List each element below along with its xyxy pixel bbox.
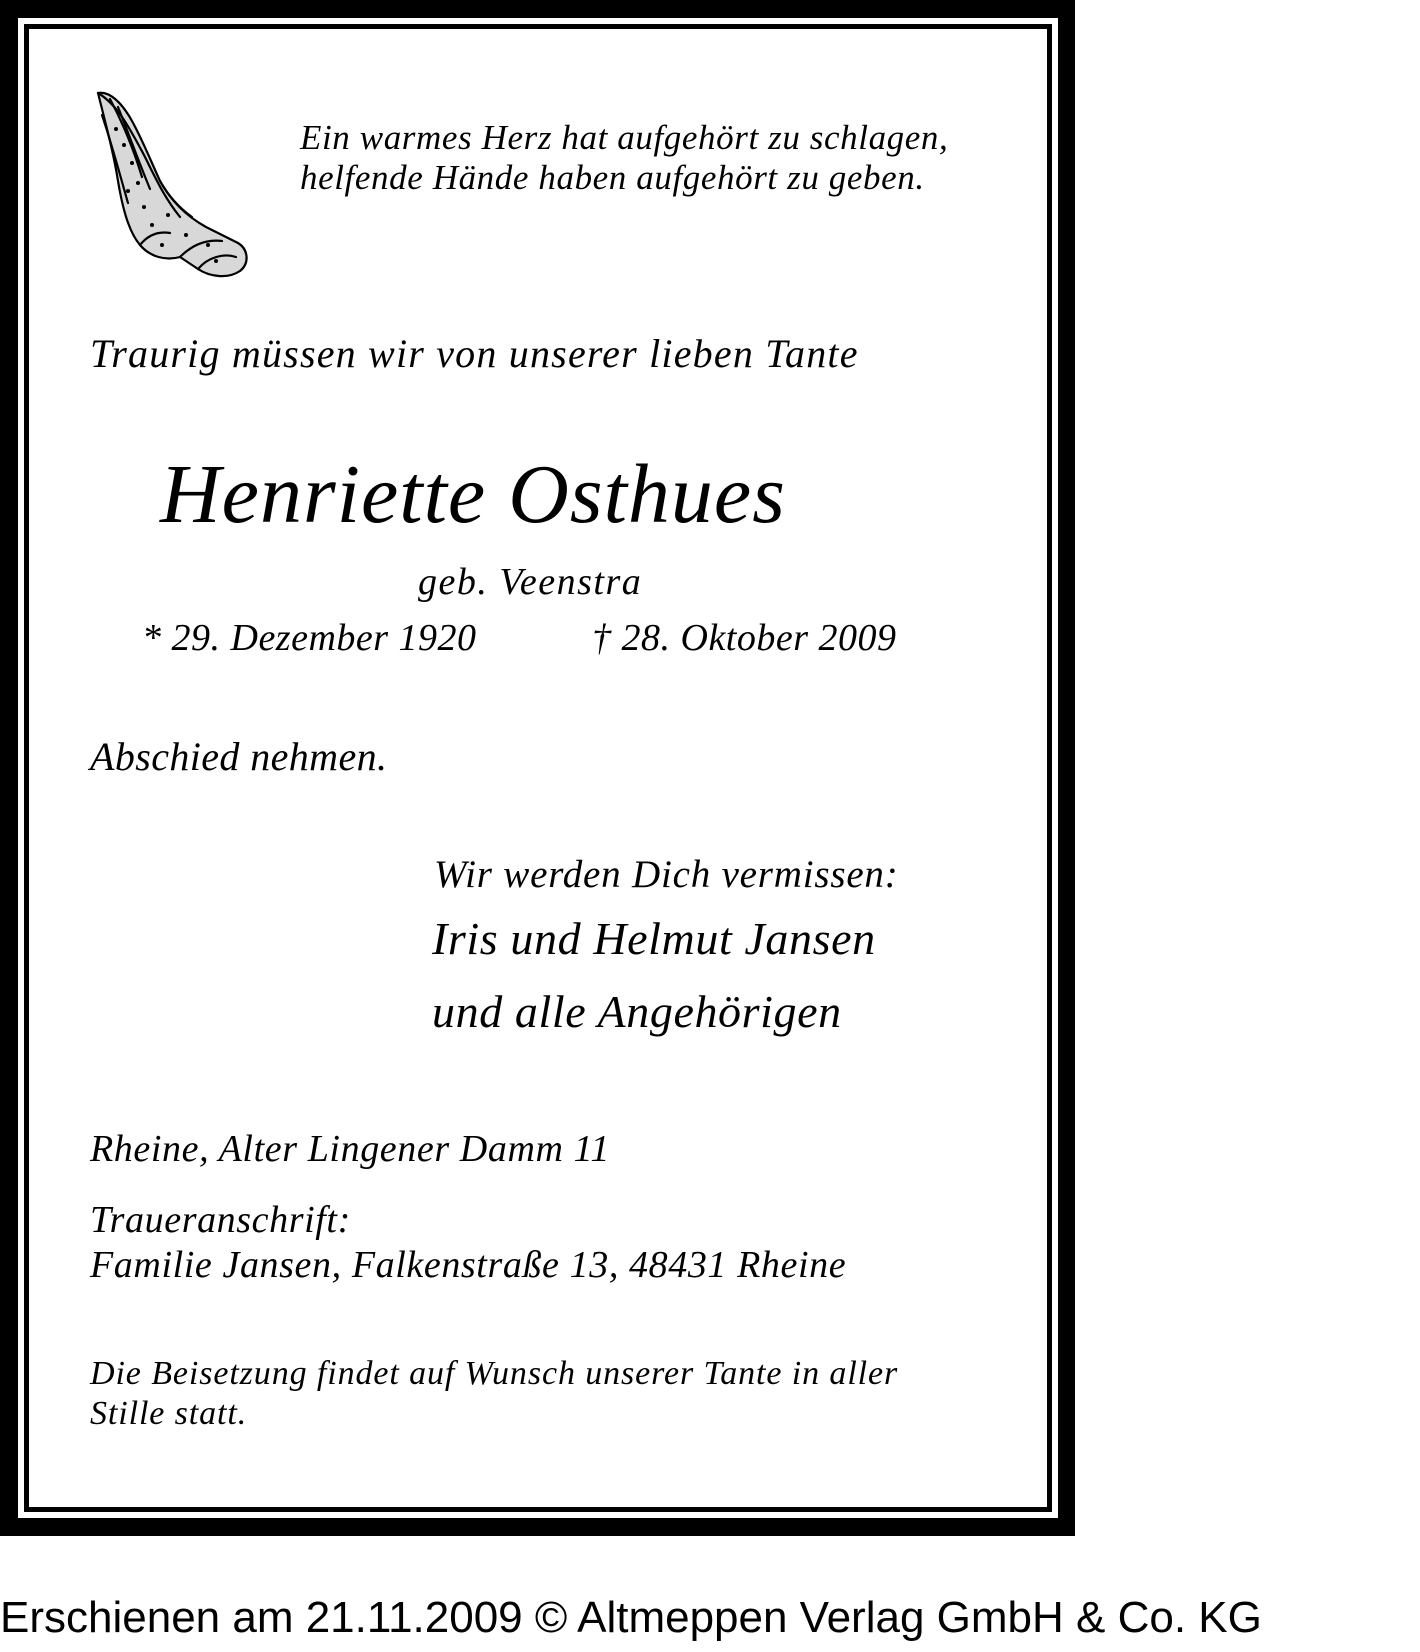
publication-footer: Erschienen am 21.11.2009 © Altmeppen Verlag GmbH & Co. KG — [0, 1593, 1262, 1642]
birth-name: geb. Veenstra — [418, 561, 643, 603]
burial-note-line-1: Die Beisetzung findet auf Wunsch unserer Tante in aller — [90, 1355, 899, 1392]
mourners-line-2: und alle Angehörigen — [432, 986, 842, 1037]
mourning-address-label: Traueranschrift: — [90, 1199, 351, 1241]
deceased-name: Henriette Osthues — [160, 448, 786, 541]
mourners-line-1: Iris und Helmut Jansen — [432, 913, 876, 964]
intro-text: Traurig müssen wir von unserer lieben Tante — [90, 331, 859, 376]
verse-line-1: Ein warmes Herz hat aufgehört zu schlagen, — [300, 118, 949, 157]
farewell-text: Abschied nehmen. — [90, 734, 388, 779]
burial-note-line-2: Stille statt. — [90, 1395, 248, 1432]
praying-hands-icon — [88, 85, 258, 285]
death-date: † 28. Oktober 2009 — [592, 617, 897, 659]
birth-date: * 29. Dezember 1920 — [142, 617, 477, 659]
mourning-address: Familie Jansen, Falkenstraße 13, 48431 Rheine — [90, 1244, 847, 1286]
mourners-intro: Wir werden Dich vermissen: — [434, 853, 899, 896]
home-address: Rheine, Alter Lingener Damm 11 — [90, 1128, 611, 1170]
verse-line-2: helfende Hände haben aufgehört zu geben. — [300, 158, 925, 197]
